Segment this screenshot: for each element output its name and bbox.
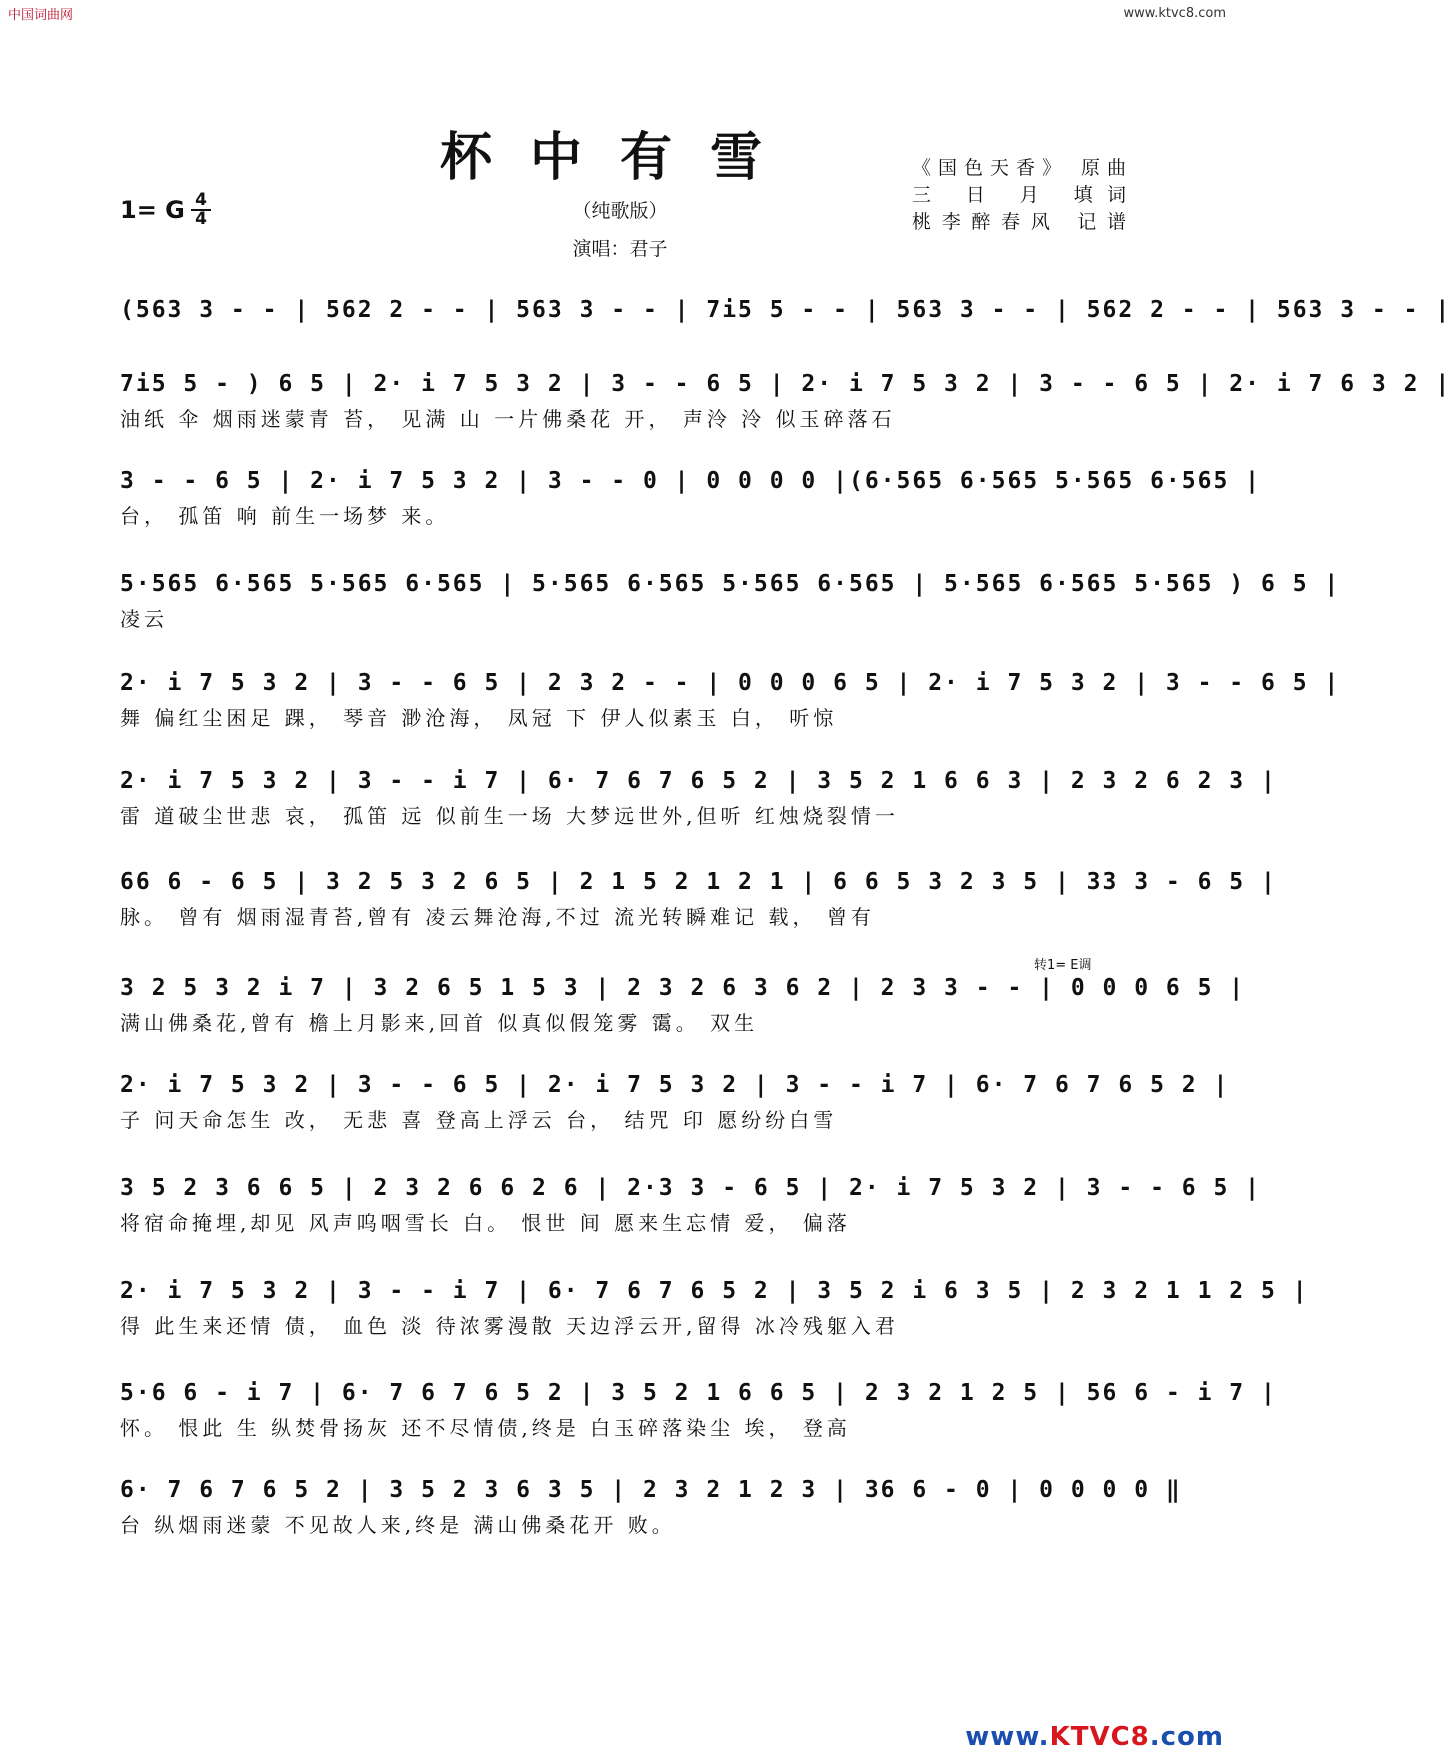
notation-line: (563 3 - - | 562 2 - - | 563 3 - - | 7i5 5 - - | 563 3 - - | 562 2 - - | 563 3 - - | [120, 297, 1451, 323]
lyric-line: 台， 孤笛 响 前生一场梦 来。 [120, 504, 450, 528]
lyric-line: 油纸 伞 烟雨迷蒙青 苔， 见满 山 一片佛桑花 开， 声泠 泠 似玉碎落石 [120, 407, 896, 431]
notation-line: 3 5 2 3 6 6 5 | 2 3 2 6 6 2 6 | 2·3 3 - 6 5 | 2· i 7 5 3 2 | 3 - - 6 5 | [120, 1175, 1261, 1201]
score-system [120, 290, 1451, 360]
credit-original: 《国色天香》 原曲 [912, 157, 1126, 179]
lyric-line: 凌云 [120, 607, 168, 631]
modulation-mark: 转1= E调 [1034, 958, 1092, 973]
key-signature: 1= G [120, 196, 185, 224]
notation-line: 5·6 6 - i 7 | 6· 7 6 7 6 5 2 | 3 5 2 1 6 6 5 | 2 3 2 1 2 5 | 56 6 - i 7 | [120, 1380, 1277, 1406]
score-system [120, 364, 1451, 434]
watermark-bottom-right [965, 1722, 1224, 1752]
score-system [120, 1470, 1182, 1540]
credits-block [912, 155, 1126, 236]
meter-bottom: 4 [195, 209, 207, 229]
watermark-part-2: KTVC8 [1049, 1722, 1150, 1752]
score-system [120, 1168, 1261, 1238]
singer-line: 演唱：君子 [572, 238, 668, 260]
notation-line: 3 - - 6 5 | 2· i 7 5 3 2 | 3 - - 0 | 0 0 0 0 |(6·565 6·565 5·565 6·565 | [120, 468, 1261, 494]
score-system [120, 761, 1277, 831]
score-system [120, 564, 1341, 634]
lyric-line: 台 纵烟雨迷蒙 不见故人来,终是 满山佛桑花开 败。 [120, 1513, 676, 1537]
notation-line: 7i5 5 - ) 6 5 | 2· i 7 5 3 2 | 3 - - 6 5 | 2· i 7 5 3 2 | 3 - - 6 5 | 2· i 7 6 3 2 | [120, 371, 1451, 397]
notation-line: 66 6 - 6 5 | 3 2 5 3 2 6 5 | 2 1 5 2 1 2 1 | 6 6 5 3 2 3 5 | 33 3 - 6 5 | [120, 869, 1277, 895]
lyric-line [120, 330, 1126, 360]
notation-line: 2· i 7 5 3 2 | 3 - - i 7 | 6· 7 6 7 6 5 2 | 3 5 2 i 6 3 5 | 2 3 2 1 1 2 5 | [120, 1278, 1309, 1304]
lyric-line: 满山佛桑花,曾有 檐上月影来,回首 似真似假笼雾 霭。 双生 [120, 1011, 759, 1035]
lyric-line: 得 此生来还情 债， 血色 淡 待浓雾漫散 天边浮云开,留得 冰冷残躯入君 [120, 1314, 899, 1338]
time-signature [191, 192, 211, 228]
watermark-part-1: www. [965, 1722, 1050, 1752]
notation-line: 2· i 7 5 3 2 | 3 - - 6 5 | 2 3 2 - - | 0 0 0 6 5 | 2· i 7 5 3 2 | 3 - - 6 5 | [120, 670, 1341, 696]
song-subtitle: （纯歌版） [572, 200, 668, 222]
lyric-line: 怀。 恨此 生 纵焚骨扬灰 还不尽情债,终是 白玉碎落染尘 埃， 登高 [120, 1416, 851, 1440]
score-system [120, 1065, 1230, 1135]
watermark-top-left: 中国词曲网 [8, 8, 74, 23]
score-system [120, 461, 1261, 531]
credit-transcriber: 桃李醉春风 记谱 [912, 211, 1126, 233]
song-title: 杯中有雪 [439, 127, 800, 188]
score-system [120, 1373, 1277, 1443]
lyric-line: 舞 偏红尘困足 踝， 琴音 渺沧海， 凤冠 下 伊人似素玉 白， 听惊 [120, 706, 838, 730]
notation-line: 6· 7 6 7 6 5 2 | 3 5 2 3 6 3 5 | 2 3 2 1 2 3 | 36 6 - 0 | 0 0 0 0 ‖ [120, 1477, 1182, 1503]
score-system [120, 862, 1277, 932]
notation-line: 2· i 7 5 3 2 | 3 - - 6 5 | 2· i 7 5 3 2 | 3 - - i 7 | 6· 7 6 7 6 5 2 | [120, 1072, 1230, 1098]
lyric-line: 子 问天命怎生 改， 无悲 喜 登高上浮云 台， 结咒 印 愿纷纷白雪 [120, 1108, 838, 1132]
notation-line: 5·565 6·565 5·565 6·565 | 5·565 6·565 5·565 6·565 | 5·565 6·565 5·565 ) 6 5 | [120, 571, 1341, 597]
score-system [120, 968, 1246, 1038]
watermark-part-3: .com [1149, 1722, 1224, 1752]
lyric-line: 将宿命掩埋,却见 风声呜咽雪长 白。 恨世 间 愿来生忘情 爱， 偏落 [120, 1211, 851, 1235]
meter-top: 4 [191, 192, 211, 211]
score-system [120, 1271, 1309, 1341]
lyric-line: 脉。 曾有 烟雨湿青苔,曾有 凌云舞沧海,不过 流光转瞬难记 载， 曾有 [120, 905, 875, 929]
watermark-top-right: www.ktvc8.com [1123, 6, 1226, 21]
lyric-line: 雷 道破尘世悲 哀， 孤笛 远 似前生一场 大梦远世外,但听 红烛烧裂情一 [120, 804, 899, 828]
notation-line: 3 2 5 3 2 i 7 | 3 2 6 5 1 5 3 | 2 3 2 6 3 6 2 | 2 3 3 - - | 0 0 0 6 5 | [120, 975, 1246, 1001]
score-system [120, 663, 1341, 733]
credit-lyricist: 三 日 月 填词 [912, 184, 1126, 206]
notation-line: 2· i 7 5 3 2 | 3 - - i 7 | 6· 7 6 7 6 5 2 | 3 5 2 1 6 6 3 | 2 3 2 6 2 3 | [120, 768, 1277, 794]
